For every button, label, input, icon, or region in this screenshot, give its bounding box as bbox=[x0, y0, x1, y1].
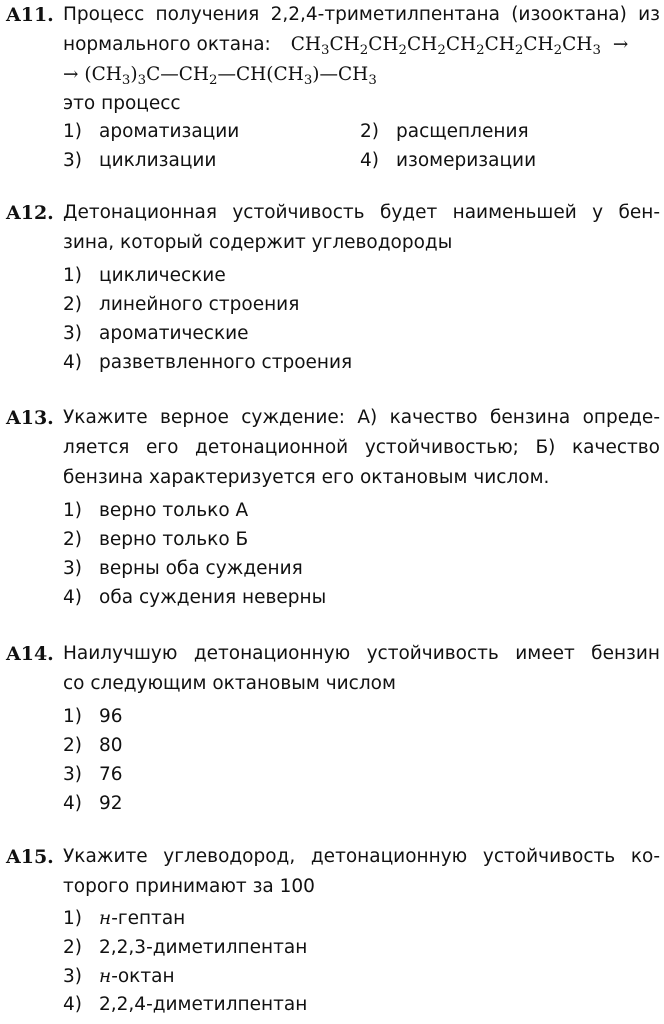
question-text-line: со следующим октановым числом bbox=[63, 673, 396, 694]
formula-octane: $CH_3CH_2CH_2CH_2CH_2CH_2CH_2CH_3$ → bbox=[290, 34, 629, 58]
answer-option[interactable]: 2) верно только Б bbox=[63, 529, 249, 550]
answer-option[interactable]: 3) верны оба суждения bbox=[63, 558, 303, 579]
question-number: A13. bbox=[6, 407, 54, 429]
question-number: A15. bbox=[6, 846, 54, 868]
question-text-line: бензина характеризуется его октановым числом. bbox=[63, 467, 550, 488]
question-number: A11. bbox=[6, 4, 54, 26]
answer-option[interactable]: 1) н-гептан bbox=[63, 908, 186, 929]
question-text-line: Наилучшую детонационную устойчивость имеет бензин bbox=[63, 643, 660, 664]
answer-option[interactable]: 1) циклические bbox=[63, 265, 226, 286]
answer-option[interactable]: 3) н-октан bbox=[63, 966, 175, 987]
question-number: A14. bbox=[6, 643, 54, 665]
answer-option[interactable]: 4) 92 bbox=[63, 793, 123, 814]
question-text-line: Детонационная устойчивость будет наименьшей у бен- bbox=[63, 202, 660, 223]
question-text-line: Процесс получения 2,2,4-триметилпентана (изооктана) из bbox=[63, 4, 660, 25]
answer-option[interactable]: 3) 76 bbox=[63, 764, 123, 785]
question-text-line: ляется его детонационной устойчивостью; Б) качество bbox=[63, 437, 660, 458]
question-text-line: это процесс bbox=[63, 93, 181, 114]
answer-option[interactable]: 2) линейного строения bbox=[63, 294, 300, 315]
answer-option[interactable]: 4) оба суждения неверны bbox=[63, 587, 327, 608]
answer-option[interactable]: 3) циклизации bbox=[63, 150, 217, 171]
question-text-line: Укажите верное суждение: А) качество бензина опреде- bbox=[63, 407, 660, 428]
answer-option[interactable]: 4) 2,2,4-диметилпентан bbox=[63, 994, 308, 1015]
answer-option[interactable]: 1) ароматизации bbox=[63, 121, 240, 142]
answer-option[interactable]: 2) 2,2,3-диметилпентан bbox=[63, 937, 308, 958]
answer-option[interactable]: 4) изомеризации bbox=[360, 150, 537, 171]
question-number: A12. bbox=[6, 202, 54, 224]
answer-option[interactable]: 3) ароматические bbox=[63, 323, 249, 344]
question-text-line: зина, который содержит углеводороды bbox=[63, 232, 453, 253]
answer-option[interactable]: 2) 80 bbox=[63, 735, 123, 756]
question-text-line: торого принимают за 100 bbox=[63, 876, 315, 897]
question-text-line: Укажите углеводород, детонационную устойчивость ко- bbox=[63, 846, 660, 867]
question-text-line: нормального октана: $CH_3CH_2CH_2CH_2CH_2CH_2CH_2CH_3$ → bbox=[63, 34, 629, 58]
answer-option[interactable]: 4) разветвленного строения bbox=[63, 352, 353, 373]
answer-option[interactable]: 1) верно только А bbox=[63, 500, 249, 521]
formula-isooctane: → $(CH_3)_3C—CH_2—CH(CH_3)—CH_3$ bbox=[63, 64, 377, 88]
answer-option[interactable]: 2) расщепления bbox=[360, 121, 529, 142]
answer-option[interactable]: 1) 96 bbox=[63, 706, 123, 727]
